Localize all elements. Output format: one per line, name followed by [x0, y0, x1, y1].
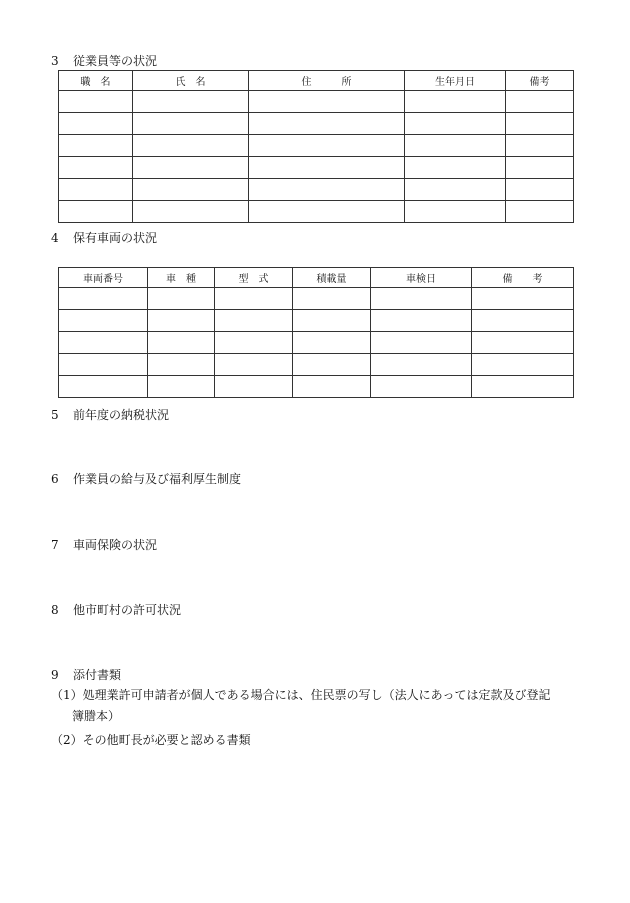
table-cell[interactable] — [59, 135, 133, 157]
table-cell[interactable] — [133, 179, 249, 201]
table-cell[interactable] — [249, 135, 405, 157]
section-4-heading — [51, 231, 157, 245]
table-cell[interactable] — [371, 354, 472, 376]
section-number: 9 — [51, 668, 59, 682]
table-cell[interactable] — [133, 201, 249, 223]
table-cell[interactable] — [405, 113, 506, 135]
section-number: 6 — [51, 472, 59, 486]
column-header: 車 種 — [148, 268, 215, 288]
table-row — [59, 91, 574, 113]
column-header: 備 考 — [472, 268, 574, 288]
table-cell[interactable] — [249, 179, 405, 201]
section-title: 作業員の給与及び福利厚生制度 — [73, 472, 242, 486]
table-header-row — [59, 268, 574, 288]
employees-table — [58, 70, 574, 223]
table-cell[interactable] — [59, 376, 148, 398]
column-header: 型 式 — [215, 268, 293, 288]
table-cell[interactable] — [506, 179, 574, 201]
table-cell[interactable] — [472, 332, 574, 354]
table-cell[interactable] — [215, 332, 293, 354]
section-8-heading — [51, 603, 181, 617]
section-6-heading — [51, 472, 241, 486]
table-row — [59, 332, 574, 354]
table-cell[interactable] — [371, 310, 472, 332]
table-cell[interactable] — [506, 201, 574, 223]
table-cell[interactable] — [59, 91, 133, 113]
table-cell[interactable] — [133, 113, 249, 135]
table-cell[interactable] — [293, 310, 371, 332]
column-header: 備考 — [506, 71, 574, 91]
table-cell[interactable] — [148, 354, 215, 376]
table-cell[interactable] — [133, 157, 249, 179]
attachment-item-1-line-2: 簿謄本） — [72, 709, 121, 723]
table-cell[interactable] — [293, 376, 371, 398]
table-cell[interactable] — [472, 376, 574, 398]
table-row — [59, 201, 574, 223]
table-cell[interactable] — [133, 91, 249, 113]
section-title: 車両保険の状況 — [73, 538, 158, 552]
section-3-heading — [51, 54, 157, 68]
table-cell[interactable] — [249, 157, 405, 179]
table-cell[interactable] — [59, 288, 148, 310]
section-number: 7 — [51, 538, 59, 552]
section-title: 前年度の納税状況 — [73, 408, 170, 422]
attachment-item-2: （2）その他町長が必要と認める書類 — [51, 733, 251, 747]
table-row — [59, 376, 574, 398]
table-header-row — [59, 71, 574, 91]
table-cell[interactable] — [506, 135, 574, 157]
table-cell[interactable] — [59, 179, 133, 201]
section-number: 5 — [51, 408, 59, 422]
section-title: 従業員等の状況 — [73, 54, 158, 68]
column-header: 車検日 — [371, 268, 472, 288]
table-cell[interactable] — [293, 288, 371, 310]
table-cell[interactable] — [215, 376, 293, 398]
table-cell[interactable] — [472, 354, 574, 376]
table-cell[interactable] — [472, 310, 574, 332]
table-cell[interactable] — [249, 201, 405, 223]
table-cell[interactable] — [59, 332, 148, 354]
table-row — [59, 310, 574, 332]
table-cell[interactable] — [293, 354, 371, 376]
table-cell[interactable] — [506, 91, 574, 113]
table-cell[interactable] — [148, 310, 215, 332]
table-cell[interactable] — [405, 179, 506, 201]
table-row — [59, 113, 574, 135]
column-header: 積載量 — [293, 268, 371, 288]
table-cell[interactable] — [405, 91, 506, 113]
section-title: 添付書類 — [73, 668, 122, 682]
table-cell[interactable] — [405, 201, 506, 223]
table-cell[interactable] — [506, 157, 574, 179]
table-cell[interactable] — [148, 332, 215, 354]
section-number: 4 — [51, 231, 59, 245]
vehicles-table — [58, 267, 574, 398]
table-row — [59, 179, 574, 201]
section-number: 8 — [51, 603, 59, 617]
column-header: 車両番号 — [59, 268, 148, 288]
section-7-heading — [51, 538, 157, 552]
column-header: 住 所 — [249, 71, 405, 91]
table-cell[interactable] — [506, 113, 574, 135]
table-cell[interactable] — [293, 332, 371, 354]
column-header: 職 名 — [59, 71, 133, 91]
attachment-item-1-line-1: （1）処理業許可申請者が個人である場合には、住民票の写し（法人にあっては定款及び登記 — [51, 688, 551, 702]
table-cell[interactable] — [148, 376, 215, 398]
table-cell[interactable] — [249, 113, 405, 135]
table-cell[interactable] — [59, 354, 148, 376]
section-number: 3 — [51, 54, 59, 68]
table-cell[interactable] — [215, 354, 293, 376]
table-cell[interactable] — [59, 310, 148, 332]
table-cell[interactable] — [215, 310, 293, 332]
table-row — [59, 157, 574, 179]
table-row — [59, 354, 574, 376]
table-cell[interactable] — [148, 288, 215, 310]
table-cell[interactable] — [59, 201, 133, 223]
column-header: 氏 名 — [133, 71, 249, 91]
section-9-heading — [51, 668, 121, 682]
table-row — [59, 288, 574, 310]
table-row — [59, 135, 574, 157]
table-cell[interactable] — [215, 288, 293, 310]
table-cell[interactable] — [133, 135, 249, 157]
table-cell[interactable] — [405, 135, 506, 157]
table-cell[interactable] — [371, 332, 472, 354]
table-cell[interactable] — [249, 91, 405, 113]
section-title: 他市町村の許可状況 — [73, 603, 182, 617]
table-cell[interactable] — [371, 376, 472, 398]
table-cell[interactable] — [59, 157, 133, 179]
table-cell[interactable] — [371, 288, 472, 310]
table-cell[interactable] — [472, 288, 574, 310]
table-cell[interactable] — [405, 157, 506, 179]
section-title: 保有車両の状況 — [73, 231, 158, 245]
section-5-heading — [51, 408, 169, 422]
column-header: 生年月日 — [405, 71, 506, 91]
table-cell[interactable] — [59, 113, 133, 135]
